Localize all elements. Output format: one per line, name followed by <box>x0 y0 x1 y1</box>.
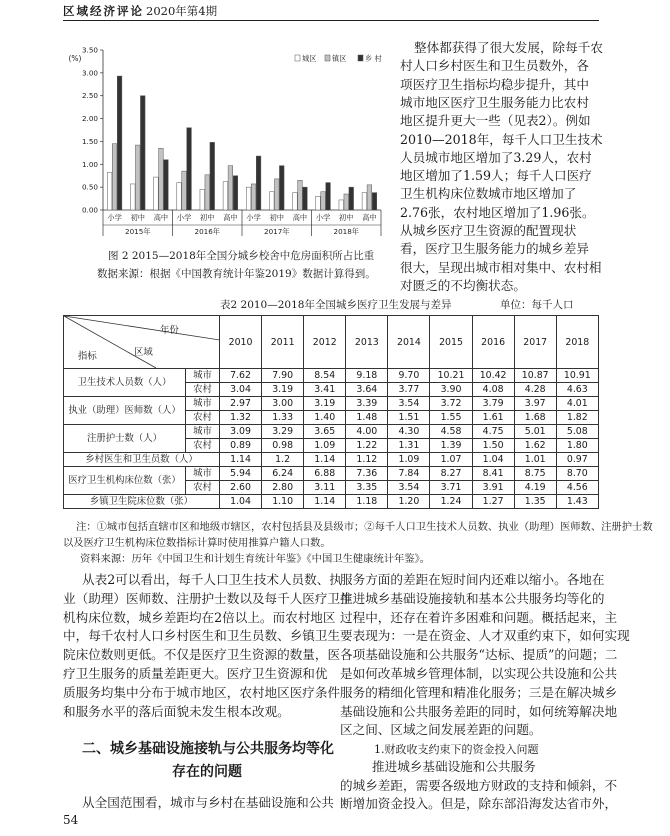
value-cell: 3.35 <box>346 481 388 495</box>
left-text-line: 院床位数则更低。不仅是医疗卫生资源的数量，医 <box>63 647 341 663</box>
year-header: 2017 <box>514 316 556 369</box>
value-cell: 10.21 <box>430 369 472 383</box>
legend-swatch <box>295 55 300 61</box>
left-text-line: 中，每千农村人口乡村医生和卫生员数、乡镇卫生 <box>63 628 341 644</box>
value-cell: 5.08 <box>556 425 598 439</box>
right-text-2-line: 各项基础设施和公共服务“达标、提质”的问题；二 <box>340 647 618 663</box>
table-row <box>64 495 599 509</box>
value-cell: 1.27 <box>472 495 514 509</box>
value-cell: 10.42 <box>472 369 514 383</box>
region-cell: 农村 <box>186 439 220 453</box>
value-cell: 4.01 <box>556 397 598 411</box>
value-cell: 1.2 <box>262 453 304 467</box>
bar <box>159 148 164 210</box>
year-header: 2012 <box>304 316 346 369</box>
right-text-2-line: 区之间、区域之间发展差距的问题。 <box>340 722 542 738</box>
page-number: 54 <box>63 813 79 827</box>
corner-indicator-label: 指标 <box>78 351 97 362</box>
value-cell: 1.82 <box>556 411 598 425</box>
value-cell: 1.40 <box>304 411 346 425</box>
right-text-line: 人员城市地区增加了3.29人，农村 <box>400 149 592 165</box>
value-cell: 9.70 <box>388 369 430 383</box>
bar <box>246 187 251 210</box>
section-title-line2: 存在的问题 <box>172 764 242 780</box>
bar <box>233 176 238 210</box>
value-cell: 1.31 <box>388 439 430 453</box>
region-cell: 城市 <box>186 369 220 383</box>
value-cell: 1.10 <box>262 495 304 509</box>
left-text-line: 从表2可以看出，每千人口卫生技术人员数、执 <box>82 572 342 587</box>
year-label: 2017年 <box>264 227 290 236</box>
right-text-line: 城市地区医疗卫生服务能力比农村 <box>400 94 589 110</box>
bar <box>107 173 112 210</box>
health-resources-table <box>63 315 599 509</box>
table-header-row <box>64 316 599 369</box>
bar <box>205 175 210 210</box>
figure-caption: 图 2 2015—2018年全国分城乡校舍中危房面积所占比重 <box>108 250 375 262</box>
year-header: 2010 <box>220 316 262 369</box>
value-cell: 4.28 <box>514 383 556 397</box>
bar <box>349 187 354 210</box>
value-cell: 1.43 <box>556 495 598 509</box>
value-cell: 3.19 <box>262 383 304 397</box>
category-label: 初中 <box>130 213 145 222</box>
value-cell: 3.11 <box>304 481 346 495</box>
value-cell: 3.79 <box>472 397 514 411</box>
bar <box>321 192 326 210</box>
right-text-2-line: 服务方面的差距在短时间内还难以缩小。各地在 <box>340 572 605 587</box>
category-label: 小学 <box>107 213 122 222</box>
value-cell: 1.48 <box>346 411 388 425</box>
value-cell: 1.01 <box>514 453 556 467</box>
value-cell: 8.41 <box>472 467 514 481</box>
right-text-line: 项医疗卫生指标均稳步提升，其中 <box>400 76 589 92</box>
bar <box>112 144 117 210</box>
table-corner-cell <box>64 316 220 369</box>
table-row <box>64 453 599 467</box>
bar <box>372 193 377 210</box>
right-text-line: 从城乡医疗卫生资源的配置现状 <box>400 223 577 238</box>
category-label: 小学 <box>315 213 331 222</box>
value-cell: 8.70 <box>556 467 598 481</box>
category-label: 小学 <box>246 213 261 222</box>
value-cell: 0.89 <box>220 439 262 453</box>
left-text-line: 业（助理）医师数、注册护士数以及每千人医疗卫生 <box>63 590 353 606</box>
bar <box>274 179 279 210</box>
value-cell: 4.00 <box>346 425 388 439</box>
bar <box>182 171 187 210</box>
bar <box>140 96 145 210</box>
value-cell: 0.98 <box>262 439 304 453</box>
value-cell: 4.58 <box>430 425 472 439</box>
value-cell: 1.61 <box>472 411 514 425</box>
left-text-line: 和服务水平的落后面貌未发生根本改观。 <box>63 703 290 719</box>
value-cell: 1.50 <box>472 439 514 453</box>
table-caption: 表2 2010—2018年全国城乡医疗卫生发展与差异 <box>220 299 452 311</box>
value-cell: 1.55 <box>430 411 472 425</box>
bar-chart <box>63 24 408 244</box>
value-cell: 8.54 <box>304 369 346 383</box>
value-cell: 9.18 <box>346 369 388 383</box>
value-cell: 6.88 <box>304 467 346 481</box>
value-cell: 5.94 <box>220 467 262 481</box>
value-cell: 1.14 <box>304 495 346 509</box>
value-cell: 1.80 <box>556 439 598 453</box>
bar <box>303 187 308 210</box>
year-header: 2011 <box>262 316 304 369</box>
journal-title: 区域经济评论 <box>63 4 144 18</box>
region-cell: 城市 <box>186 425 220 439</box>
bar <box>344 194 349 210</box>
right-text-line: 地区增加了1.59人；每千人口医疗 <box>400 168 592 184</box>
value-cell: 1.68 <box>514 411 556 425</box>
right-text-3-line: 推进城乡基础设施和公共服务 <box>372 759 536 774</box>
value-cell: 3.54 <box>388 397 430 411</box>
legend-label: 城区 <box>302 54 317 63</box>
value-cell: 3.09 <box>220 425 262 439</box>
right-text-line: 看，医疗卫生服务能力的城乡差异 <box>400 241 589 257</box>
value-cell: 1.14 <box>220 453 262 467</box>
value-cell: 1.20 <box>388 495 430 509</box>
value-cell: 4.30 <box>388 425 430 439</box>
value-cell: 1.22 <box>346 439 388 453</box>
value-cell: 1.32 <box>220 411 262 425</box>
region-cell: 农村 <box>186 383 220 397</box>
bar <box>210 142 215 210</box>
indicator-name: 乡村医生和卫生员数（人） <box>64 453 220 467</box>
value-cell: 1.18 <box>346 495 388 509</box>
value-cell: 3.39 <box>346 397 388 411</box>
category-label: 初中 <box>339 213 354 222</box>
year-label: 2016年 <box>194 227 220 236</box>
value-cell: 1.62 <box>514 439 556 453</box>
right-text-line: 对匮乏的不均衡状态。 <box>400 277 526 293</box>
value-cell: 1.07 <box>430 453 472 467</box>
value-cell: 5.01 <box>514 425 556 439</box>
value-cell: 1.04 <box>220 495 262 509</box>
value-cell: 3.19 <box>304 397 346 411</box>
value-cell: 1.39 <box>430 439 472 453</box>
left-column-text-2: 从全国范围看，城市与乡村在基础设施和公共 <box>82 795 334 810</box>
legend-label: 乡 村 <box>365 54 382 63</box>
value-cell: 7.84 <box>388 467 430 481</box>
value-cell: 3.90 <box>430 383 472 397</box>
value-cell: 3.00 <box>262 397 304 411</box>
bar <box>316 196 321 210</box>
corner-year-label: 年份 <box>160 325 179 336</box>
value-cell: 6.24 <box>262 467 304 481</box>
value-cell: 4.75 <box>472 425 514 439</box>
bar <box>279 166 284 210</box>
category-label: 初中 <box>269 213 284 222</box>
value-cell: 7.90 <box>262 369 304 383</box>
value-cell: 7.62 <box>220 369 262 383</box>
region-cell: 农村 <box>186 481 220 495</box>
bar <box>269 192 274 210</box>
value-cell: 1.24 <box>430 495 472 509</box>
corner-region-label: 区域 <box>134 347 153 358</box>
table-row <box>64 369 599 383</box>
bar <box>362 193 367 210</box>
value-cell: 7.36 <box>346 467 388 481</box>
indicator-name: 乡镇卫生院床位数（张） <box>64 495 220 509</box>
table-row <box>64 397 599 411</box>
value-cell: 3.29 <box>262 425 304 439</box>
value-cell: 1.04 <box>472 453 514 467</box>
indicator-name: 注册护士数（人） <box>64 425 186 453</box>
bar <box>164 160 169 210</box>
bar <box>223 182 228 210</box>
bar <box>187 128 192 210</box>
value-cell: 1.51 <box>388 411 430 425</box>
bar <box>293 193 298 210</box>
right-text-line: 整体都获得了很大发展，除每千农 <box>414 40 603 55</box>
left-text-line: 质服务均集中分布于城市地区，农村地区医疗条件 <box>63 684 341 700</box>
value-cell: 3.77 <box>388 383 430 397</box>
bar <box>130 184 135 210</box>
value-cell: 4.08 <box>472 383 514 397</box>
left-text-line: 疗卫生服务的质量差距更大。医疗卫生资源和优 <box>63 666 328 681</box>
table-unit: 单位：每千人口 <box>500 299 574 311</box>
category-label: 初中 <box>200 213 215 222</box>
y-tick-label: 1.50 <box>81 136 98 146</box>
bar <box>228 166 233 210</box>
right-text-2-line: 推进城乡基础设施接轨和基本公共服务均等化的 <box>340 590 605 606</box>
y-tick-label: 0.00 <box>81 205 98 215</box>
value-cell: 8.27 <box>430 467 472 481</box>
right-text-line: 很大，呈现出城市相对集中、农村相 <box>400 259 602 275</box>
value-cell: 3.41 <box>304 383 346 397</box>
bar <box>326 183 331 210</box>
value-cell: 2.80 <box>262 481 304 495</box>
y-tick-label: 0.50 <box>81 182 98 192</box>
subsection-title: 1.财政收支约束下的资金投入问题 <box>374 743 539 756</box>
table-row <box>64 467 599 481</box>
value-cell: 10.91 <box>556 369 598 383</box>
right-text-2-line: 过程中，还存在着许多困难和问题。概括起来，主 <box>340 609 618 625</box>
value-cell: 3.97 <box>514 397 556 411</box>
y-tick-label: 2.00 <box>81 114 98 124</box>
value-cell: 3.72 <box>430 397 472 411</box>
bar <box>298 180 303 210</box>
legend-swatch <box>358 55 363 61</box>
right-text-2-line: 是如何改革城乡管理体制，以实现公共设施和公共 <box>340 666 618 681</box>
value-cell: 1.35 <box>514 495 556 509</box>
right-text-line: 村人口乡村医生和卫生员数外，各 <box>400 58 589 74</box>
value-cell: 1.14 <box>304 453 346 467</box>
year-header: 2018 <box>556 316 598 369</box>
table-row <box>64 425 599 439</box>
y-tick-label: 3.00 <box>81 68 98 78</box>
right-text-line: 卫生机构床位数城市地区增加了 <box>400 186 577 202</box>
bar <box>200 189 205 210</box>
section-title-line1: 二、城乡基础设施接轨与公共服务均等化 <box>82 741 334 757</box>
value-cell: 2.60 <box>220 481 262 495</box>
table-source: 资料来源：历年《中国卫生和计划生育统计年鉴》《中国卫生健康统计年鉴》。 <box>80 553 431 565</box>
category-label: 小学 <box>176 213 192 222</box>
bar <box>117 76 122 210</box>
year-header: 2015 <box>430 316 472 369</box>
value-cell: 3.71 <box>430 481 472 495</box>
category-label: 高中 <box>362 213 377 222</box>
value-cell: 1.12 <box>346 453 388 467</box>
value-cell: 3.64 <box>346 383 388 397</box>
value-cell: 0.97 <box>556 453 598 467</box>
value-cell: 4.63 <box>556 383 598 397</box>
value-cell: 4.19 <box>514 481 556 495</box>
bar <box>251 184 256 210</box>
right-text-line: 地区提升更大一些（见表2）。例如 <box>400 113 591 129</box>
table-note-line: 以及医疗卫生机构床位数指标计算时使用推算户籍人口数。 <box>63 537 331 549</box>
value-cell: 3.04 <box>220 383 262 397</box>
journal-issue: 2020年第4期 <box>146 4 218 18</box>
right-text-3-line: 断增加资金投入。但是，除东部沿海发达省市外， <box>340 796 618 811</box>
indicator-name: 执业（助理）医师数（人） <box>64 397 186 425</box>
value-cell: 4.56 <box>556 481 598 495</box>
right-text-2-line: 要表现为：一是在资金、人才双重约束下，如何实现 <box>340 628 630 644</box>
year-header: 2013 <box>346 316 388 369</box>
table-note-line: 注：①城市包括直辖市区和地级市辖区，农村包括县及县级市；②每千人口卫生技术人员数、执业（助理）医师数、注册护士数 <box>76 521 653 533</box>
right-text-2-line: 服务的精细化管理和精准化服务；三是在解决城乡 <box>340 684 618 700</box>
category-label: 高中 <box>153 213 169 222</box>
bar <box>256 156 261 210</box>
category-label: 高中 <box>223 213 238 222</box>
value-cell: 3.54 <box>388 481 430 495</box>
left-text-line: 机构床位数，城乡差距均在2倍以上。而农村地区 <box>63 609 336 625</box>
value-cell: 1.33 <box>262 411 304 425</box>
value-cell: 3.65 <box>304 425 346 439</box>
y-tick-label: 3.50 <box>81 45 98 55</box>
right-text-line: 2010—2018年，每千人口卫生技术 <box>400 131 603 147</box>
bar <box>154 177 159 210</box>
region-cell: 农村 <box>186 411 220 425</box>
bar <box>135 145 140 210</box>
year-label: 2018年 <box>333 227 359 236</box>
header-rule <box>63 20 599 21</box>
year-label: 2015年 <box>125 227 151 236</box>
bar <box>339 200 344 210</box>
value-cell: 3.91 <box>472 481 514 495</box>
y-tick-label: 2.50 <box>81 91 98 101</box>
region-cell: 城市 <box>186 397 220 411</box>
figure-source: 数据来源：根据《中国教育统计年鉴2019》数据计算得到。 <box>97 268 376 280</box>
right-text-3-line: 的城乡差距，需要各级地方财政的支持和倾斜，不 <box>340 777 618 793</box>
category-label: 高中 <box>292 213 308 222</box>
y-axis-label: (%) <box>68 54 82 63</box>
value-cell: 8.75 <box>514 467 556 481</box>
indicator-name: 卫生技术人员数（人） <box>64 369 186 397</box>
year-header: 2014 <box>388 316 430 369</box>
bar <box>177 183 182 210</box>
right-text-2-line: 基础设施和公共服务差距的同时，如何统筹解决地 <box>340 703 618 719</box>
value-cell: 1.09 <box>304 439 346 453</box>
bar <box>367 185 372 210</box>
right-text-line: 2.76张，农村地区增加了1.96张。 <box>400 204 595 220</box>
y-tick-label: 1.00 <box>81 159 98 169</box>
value-cell: 2.97 <box>220 397 262 411</box>
value-cell: 1.09 <box>388 453 430 467</box>
year-header: 2016 <box>472 316 514 369</box>
legend-label: 镇区 <box>332 54 347 63</box>
region-cell: 城市 <box>186 467 220 481</box>
legend-swatch <box>325 55 330 61</box>
indicator-name: 医疗卫生机构床位数（张） <box>64 467 186 495</box>
value-cell: 10.87 <box>514 369 556 383</box>
